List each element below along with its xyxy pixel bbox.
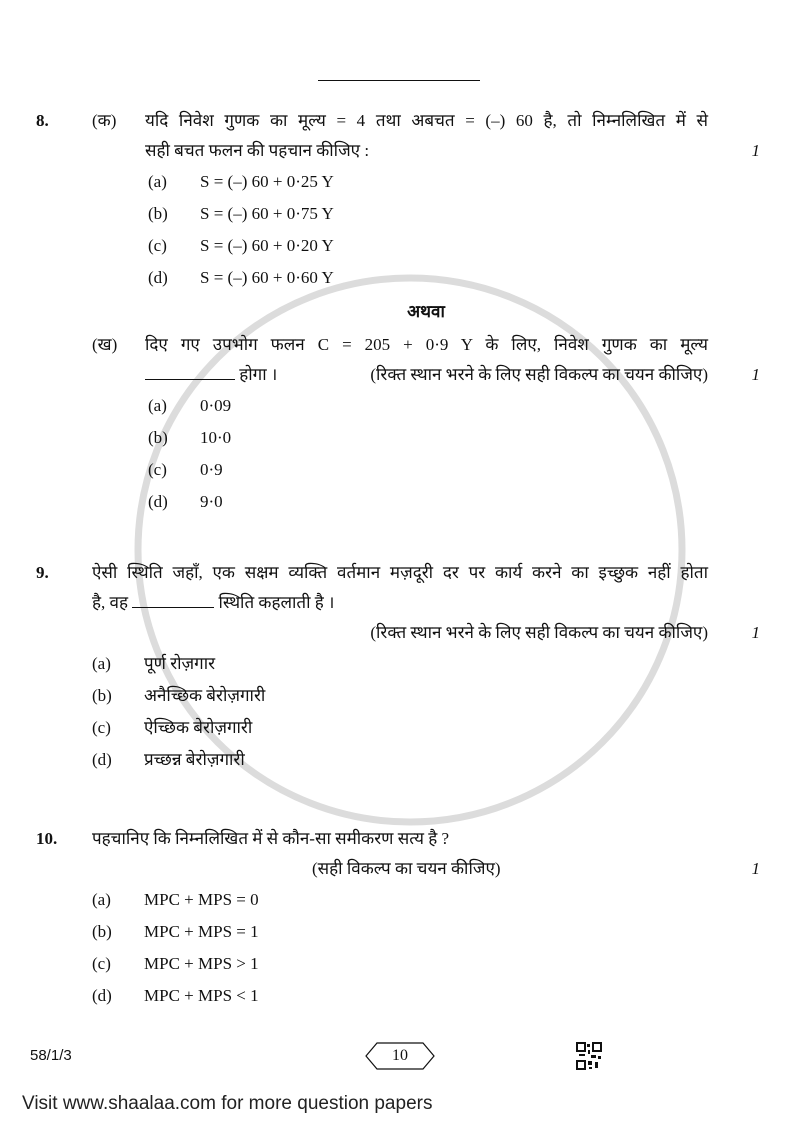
option <box>92 916 760 948</box>
marks: 1 <box>751 365 760 384</box>
option <box>148 486 760 518</box>
option-label: (b) <box>148 204 168 223</box>
question-8b-line-1 <box>36 330 760 360</box>
option-label: (c) <box>92 954 111 973</box>
question-8-line-2 <box>36 136 760 166</box>
question-number: 8. <box>36 111 49 130</box>
option-text: 0·9 <box>200 460 223 479</box>
option <box>148 230 760 262</box>
paper-code: 58/1/3 <box>30 1047 72 1064</box>
option <box>92 648 760 680</box>
instruction: (रिक्त स्थान भरने के लिए सही विकल्प का चयन कीजिए) <box>370 623 708 642</box>
marks: 1 <box>751 141 760 160</box>
option-label: (d) <box>148 492 168 511</box>
blank <box>132 607 214 608</box>
question-text: ऐसी स्थिति जहाँ, एक सक्षम व्यक्ति वर्तमान मज़दूरी दर पर कार्य करने का इच्छुक नहीं होता <box>92 563 708 582</box>
option-label: (a) <box>148 172 167 191</box>
marks: 1 <box>751 623 760 642</box>
option-text: 0·09 <box>200 396 232 415</box>
option-label: (a) <box>148 396 167 415</box>
option-label: (c) <box>148 460 167 479</box>
option-text: 9·0 <box>200 492 223 511</box>
option <box>148 166 760 198</box>
option <box>148 390 760 422</box>
option-text: S = (–) 60 + 0·20 Y <box>200 236 334 255</box>
question-text: होगा । <box>239 365 278 384</box>
qr-code-icon <box>576 1042 602 1070</box>
option <box>148 454 760 486</box>
question-8b-line-2 <box>36 360 760 390</box>
option <box>92 884 760 916</box>
option-text: अनैच्छिक बेरोज़गारी <box>144 686 266 705</box>
option-text: S = (–) 60 + 0·60 Y <box>200 268 334 287</box>
option-label: (a) <box>92 654 111 673</box>
or-separator: अथवा <box>407 302 445 321</box>
question-text: दिए गए उपभोग फलन C = 205 + 0·9 Y के लिए, निवेश गुणक का मूल्य <box>145 335 708 354</box>
question-10-instruction-line <box>36 854 760 884</box>
option <box>148 198 760 230</box>
question-9-instruction-line <box>36 618 760 648</box>
question-number: 9. <box>36 563 49 582</box>
marks: 1 <box>751 859 760 878</box>
option <box>92 980 760 1012</box>
page-number-badge <box>365 1042 435 1070</box>
footer-visit-link[interactable]: Visit www.shaalaa.com for more question papers <box>22 1093 433 1114</box>
instruction: (रिक्त स्थान भरने के लिए सही विकल्प का चयन कीजिए) <box>370 365 708 384</box>
page-number: 10 <box>392 1047 408 1064</box>
option-text: MPC + MPS = 1 <box>144 922 259 941</box>
option-label: (a) <box>92 890 111 909</box>
option-label: (c) <box>148 236 167 255</box>
question-text: सही बचत फलन की पहचान कीजिए : <box>145 141 370 160</box>
option-label: (c) <box>92 718 111 737</box>
blank <box>145 379 235 380</box>
option-text: S = (–) 60 + 0·25 Y <box>200 172 334 191</box>
question-text: है, वह <box>92 593 129 612</box>
question-8-line-1 <box>36 106 760 136</box>
question-9-line-2 <box>36 588 760 618</box>
question-text: स्थिति कहलाती है । <box>218 593 335 612</box>
option-text: 10·0 <box>200 428 232 447</box>
question-10-line-1 <box>36 824 760 854</box>
option-text: ऐच्छिक बेरोज़गारी <box>144 718 253 737</box>
option-text: MPC + MPS > 1 <box>144 954 259 973</box>
option-text: प्रच्छन्न बेरोज़गारी <box>144 750 245 769</box>
option-text: MPC + MPS < 1 <box>144 986 259 1005</box>
option <box>92 948 760 980</box>
option-text: MPC + MPS = 0 <box>144 890 259 909</box>
option <box>92 744 760 776</box>
option-label: (d) <box>92 750 112 769</box>
option-label: (d) <box>92 986 112 1005</box>
option-label: (b) <box>92 922 112 941</box>
question-text: पहचानिए कि निम्नलिखित में से कौन-सा समीकरण सत्य है ? <box>92 829 450 848</box>
option-label: (d) <box>148 268 168 287</box>
option <box>92 680 760 712</box>
option-label: (b) <box>148 428 168 447</box>
part-label: (क) <box>92 111 117 130</box>
option-text: S = (–) 60 + 0·75 Y <box>200 204 334 223</box>
option <box>92 712 760 744</box>
question-text: यदि निवेश गुणक का मूल्य = 4 तथा अबचत = (–) 60 है, तो निम्नलिखित में से <box>145 111 708 130</box>
part-label: (ख) <box>92 335 118 354</box>
option <box>148 262 760 294</box>
option-text: पूर्ण रोज़गार <box>144 654 216 673</box>
question-9-line-1 <box>36 558 760 588</box>
question-number: 10. <box>36 829 58 848</box>
option-label: (b) <box>92 686 112 705</box>
instruction: (सही विकल्प का चयन कीजिए) <box>312 859 501 878</box>
option <box>148 422 760 454</box>
